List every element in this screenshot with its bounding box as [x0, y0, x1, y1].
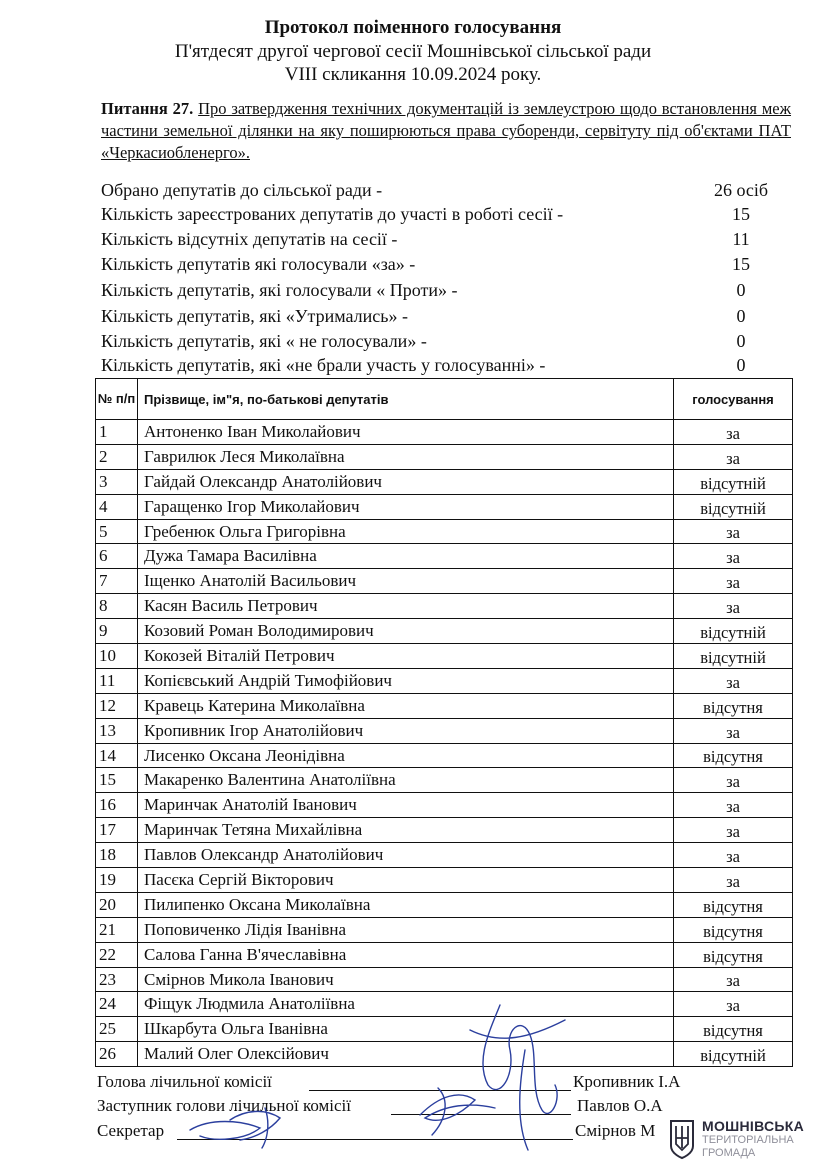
deputy-name: Маринчак Тетяна Михайлівна: [138, 818, 674, 843]
stat-value: 15: [732, 254, 750, 274]
voting-table: [95, 378, 793, 1067]
vote-result: за: [674, 569, 793, 594]
stat-value: 11: [732, 229, 750, 249]
deputy-name: Кравець Катерина Миколаївна: [138, 693, 674, 718]
deputy-name: Макаренко Валентина Анатоліївна: [138, 768, 674, 793]
stat-value: 0: [736, 331, 746, 351]
table-row: [96, 544, 793, 569]
table-row: [96, 469, 793, 494]
stat-value: 26 осіб: [713, 180, 769, 200]
table-header-row: [96, 379, 793, 420]
row-number: 19: [96, 868, 138, 893]
stat-value: 0: [736, 306, 746, 326]
table-row: [96, 619, 793, 644]
vote-result: відсутня: [674, 892, 793, 917]
vote-result: за: [674, 444, 793, 469]
vote-result: за: [674, 793, 793, 818]
deputy-name: Фіщук Людмила Анатоліївна: [138, 992, 674, 1017]
vote-result: за: [674, 668, 793, 693]
row-number: 11: [96, 668, 138, 693]
vote-result: за: [674, 818, 793, 843]
stat-registered: [101, 204, 781, 228]
logo-line3: ГРОМАДА: [702, 1147, 756, 1159]
stat-label: Кількість депутатів, які «Утримались» -: [101, 306, 408, 326]
stat-absent: [101, 229, 781, 253]
table-row: [96, 519, 793, 544]
deputy-name: Маринчак Анатолій Іванович: [138, 793, 674, 818]
vote-result: відсутній: [674, 469, 793, 494]
row-number: 7: [96, 569, 138, 594]
vote-result: відсутній: [674, 619, 793, 644]
stat-label: Кількість депутатів, які «не брали участь у голосуванні» -: [101, 355, 546, 375]
stat-label: Обрано депутатів до сільської ради -: [101, 180, 383, 200]
stat-value: 0: [736, 280, 746, 300]
table-row: [96, 768, 793, 793]
table-row: [96, 594, 793, 619]
table-row: [96, 718, 793, 743]
deputy-name: Павлов Олександр Анатолійович: [138, 843, 674, 868]
logo-line1: МОШНІВСЬКА: [702, 1118, 805, 1134]
table-row: [96, 644, 793, 669]
row-number: 12: [96, 693, 138, 718]
row-number: 15: [96, 768, 138, 793]
table-row: [96, 917, 793, 942]
vote-result: за: [674, 519, 793, 544]
stat-abstained: [101, 306, 781, 330]
table-row: [96, 868, 793, 893]
stat-label: Кількість депутатів, які « не голосували» -: [101, 331, 427, 351]
stat-label: Кількість зареєстрованих депутатів до участі в роботі сесії -: [101, 204, 564, 224]
deputy-name: Гребенюк Ольга Григорівна: [138, 519, 674, 544]
row-number: 23: [96, 967, 138, 992]
table-row: [96, 569, 793, 594]
row-number: 6: [96, 544, 138, 569]
signature-role: Заступник голови лічильної комісії: [97, 1096, 352, 1115]
row-number: 8: [96, 594, 138, 619]
deputy-name: Пасєка Сергій Вікторович: [138, 868, 674, 893]
trident-icon: [668, 1118, 696, 1160]
row-number: 4: [96, 494, 138, 519]
deputy-name: Кропивник Ігор Анатолійович: [138, 718, 674, 743]
table-row: [96, 668, 793, 693]
deputy-name: Малий Олег Олексійович: [138, 1042, 674, 1067]
vote-result: відсутня: [674, 693, 793, 718]
table-row: [96, 892, 793, 917]
row-number: 24: [96, 992, 138, 1017]
deputy-name: Шкарбута Ольга Іванівна: [138, 1017, 674, 1042]
vote-result: відсутній: [674, 1042, 793, 1067]
stat-label: Кількість відсутніх депутатів на сесії -: [101, 229, 398, 249]
deputy-name: Гаврилюк Леся Миколаївна: [138, 444, 674, 469]
row-number: 2: [96, 444, 138, 469]
deputy-name: Кокозей Віталій Петрович: [138, 644, 674, 669]
vote-result: за: [674, 544, 793, 569]
deputy-name: Смірнов Микола Іванович: [138, 967, 674, 992]
vote-result: за: [674, 992, 793, 1017]
row-number: 22: [96, 942, 138, 967]
vote-result: за: [674, 868, 793, 893]
vote-result: відсутній: [674, 644, 793, 669]
stat-label: Кількість депутатів які голосували «за» -: [101, 254, 416, 274]
document-title: Протокол поіменного голосування: [264, 17, 562, 38]
vote-result: відсутня: [674, 1017, 793, 1042]
deputy-name: Пилипенко Оксана Миколаївна: [138, 892, 674, 917]
signature-role: Секретар: [97, 1121, 165, 1140]
deputy-name: Козовий Роман Володимирович: [138, 619, 674, 644]
row-number: 3: [96, 469, 138, 494]
row-number: 5: [96, 519, 138, 544]
vote-result: за: [674, 967, 793, 992]
deputy-name: Гайдай Олександр Анатолійович: [138, 469, 674, 494]
vote-result: відсутня: [674, 743, 793, 768]
stat-value: 15: [732, 204, 750, 224]
row-number: 26: [96, 1042, 138, 1067]
table-row: [96, 693, 793, 718]
stat-not-participated: [101, 355, 781, 379]
signature-person: Смірнов М: [575, 1121, 656, 1140]
row-number: 14: [96, 743, 138, 768]
table-row: [96, 967, 793, 992]
logo-line2: ТЕРИТОРІАЛЬНА: [702, 1134, 794, 1146]
vote-result: за: [674, 718, 793, 743]
signature-person: Павлов О.А: [577, 1096, 663, 1115]
vote-result: відсутня: [674, 942, 793, 967]
row-number: 1: [96, 420, 138, 445]
deputy-name: Дужа Тамара Василівна: [138, 544, 674, 569]
row-number: 20: [96, 892, 138, 917]
row-number: 17: [96, 818, 138, 843]
header-name: Прізвище, ім"я, по-батькові депутатів: [138, 379, 674, 420]
signature-person: Кропивник І.А: [573, 1072, 681, 1091]
row-number: 18: [96, 843, 138, 868]
deputy-name: Поповиченко Лідія Іванівна: [138, 917, 674, 942]
row-number: 10: [96, 644, 138, 669]
vote-result: відсутня: [674, 917, 793, 942]
vote-result: за: [674, 768, 793, 793]
table-row: [96, 942, 793, 967]
deputy-name: Гаращенко Ігор Миколайович: [138, 494, 674, 519]
row-number: 25: [96, 1017, 138, 1042]
table-row: [96, 444, 793, 469]
stat-elected: [101, 180, 781, 204]
table-row: [96, 843, 793, 868]
table-row: [96, 743, 793, 768]
community-logo: [664, 1114, 814, 1164]
question-label: Питання 27.: [101, 99, 194, 118]
table-row: [96, 818, 793, 843]
question-block: [101, 98, 791, 164]
stat-voted-for: [101, 254, 781, 278]
deputy-name: Іщенко Анатолій Васильович: [138, 569, 674, 594]
deputy-name: Салова Ганна В'ячеславівна: [138, 942, 674, 967]
document-subtitle: П'ятдесят другої чергової сесії Мошнівської сільської ради: [174, 41, 652, 62]
deputy-name: Лисенко Оксана Леонідівна: [138, 743, 674, 768]
deputy-name: Копієвський Андрій Тимофійович: [138, 668, 674, 693]
row-number: 16: [96, 793, 138, 818]
row-number: 21: [96, 917, 138, 942]
row-number: 13: [96, 718, 138, 743]
deputy-name: Касян Василь Петрович: [138, 594, 674, 619]
table-row: [96, 494, 793, 519]
vote-result: за: [674, 843, 793, 868]
table-row: [96, 420, 793, 445]
stat-voted-against: [101, 280, 781, 304]
deputy-name: Антоненко Іван Миколайович: [138, 420, 674, 445]
header-number: № п/п: [96, 379, 138, 420]
vote-result: за: [674, 594, 793, 619]
stat-value: 0: [736, 355, 746, 375]
handwritten-signatures: [170, 990, 590, 1160]
stat-not-voted: [101, 331, 781, 355]
table-row: [96, 793, 793, 818]
question-text: Про затвердження технічних документацій із землеустрою щодо встановлення меж частини земельної ділянки на яку поширюються права суборенди, сервітуту під об'єктами ПАТ «Черкасиобленерго».: [101, 99, 792, 162]
session-info: VIII скликання 10.09.2024 року.: [284, 64, 542, 85]
stat-label: Кількість депутатів, які голосували « Проти» -: [101, 280, 458, 300]
vote-result: за: [674, 420, 793, 445]
row-number: 9: [96, 619, 138, 644]
signature-role: Голова лічильної комісії: [97, 1072, 272, 1091]
vote-result: відсутній: [674, 494, 793, 519]
header-vote: голосування: [674, 379, 793, 420]
